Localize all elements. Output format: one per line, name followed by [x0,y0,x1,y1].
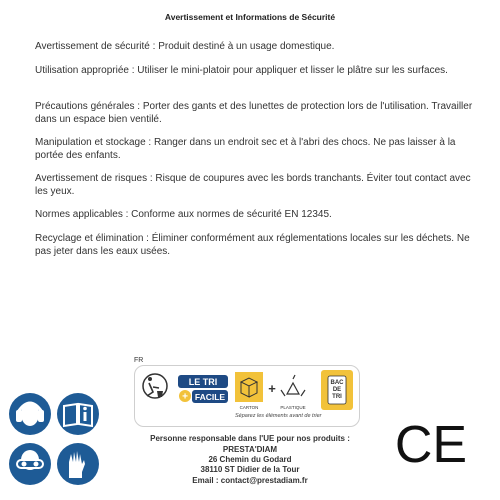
carton-label: CARTON [239,405,259,410]
responsible-street: 26 Chemin du Godard [208,455,292,464]
plus-sign-2: + [268,381,276,396]
eye-protection-icon [8,442,52,486]
responsible-email: Email : contact@prestadiam.fr [192,476,308,485]
ear-protection-icon [8,392,52,436]
responsible-company: PRESTA'DIAM [222,445,278,454]
tri-caption: Séparez les éléments avant de trier [235,413,322,419]
paragraph-recycling: Recyclage et élimination : Éliminer conformément aux réglementations locales sur les déchets. Ne pas jeter dans les eaux usées. [35,233,470,257]
plus-sign: + [182,391,188,403]
tidyman-icon [143,374,167,398]
gloves-icon [56,442,100,486]
country-code: FR [134,357,144,364]
paragraph-storage: Manipulation et stockage : Ranger dans un endroit sec et à l'abri des chocs. Ne pas laisser à la portée des enfants. [35,137,456,161]
bac-text-3: TRI [332,394,342,400]
paragraph-standards: Normes applicables : Conforme aux normes de sécurité EN 12345. [35,209,332,220]
page-title: Avertissement et Informations de Sécurité [164,12,336,22]
responsible-line-1: Personne responsable dans l'UE pour nos produits : [150,434,350,443]
paragraph-usage: Utilisation appropriée : Utiliser le mini-platoir pour appliquer et lisser le plâtre sur les surfaces. [35,65,448,76]
tri-label-graphic [135,366,359,412]
paragraph-precautions: Précautions générales : Porter des gants et des lunettes de protection lors de l'utilisation. Travailler dans un espace bien ventilé. [35,101,473,125]
letri-text: LE TRI [188,377,218,387]
ce-mark-text: CE [394,418,468,468]
read-manual-icon [56,392,100,436]
paragraph-warning: Avertissement de sécurité : Produit destiné à un usage domestique. [35,41,335,52]
bac-text-1: BAC [330,380,344,386]
bac-text-2: DE [332,387,342,393]
plastique-label: PLASTIQUE [280,405,306,410]
ce-mark-icon [394,418,468,468]
tri-label [134,365,360,427]
facile-text: FACILE [194,392,226,402]
responsible-city: 38110 ST Didier de la Tour [200,465,300,474]
paragraph-risks: Avertissement de risques : Risque de coupures avec les bords tranchants. Éviter tout contact avec les yeux. [35,173,471,197]
recycle-icon [281,375,305,396]
